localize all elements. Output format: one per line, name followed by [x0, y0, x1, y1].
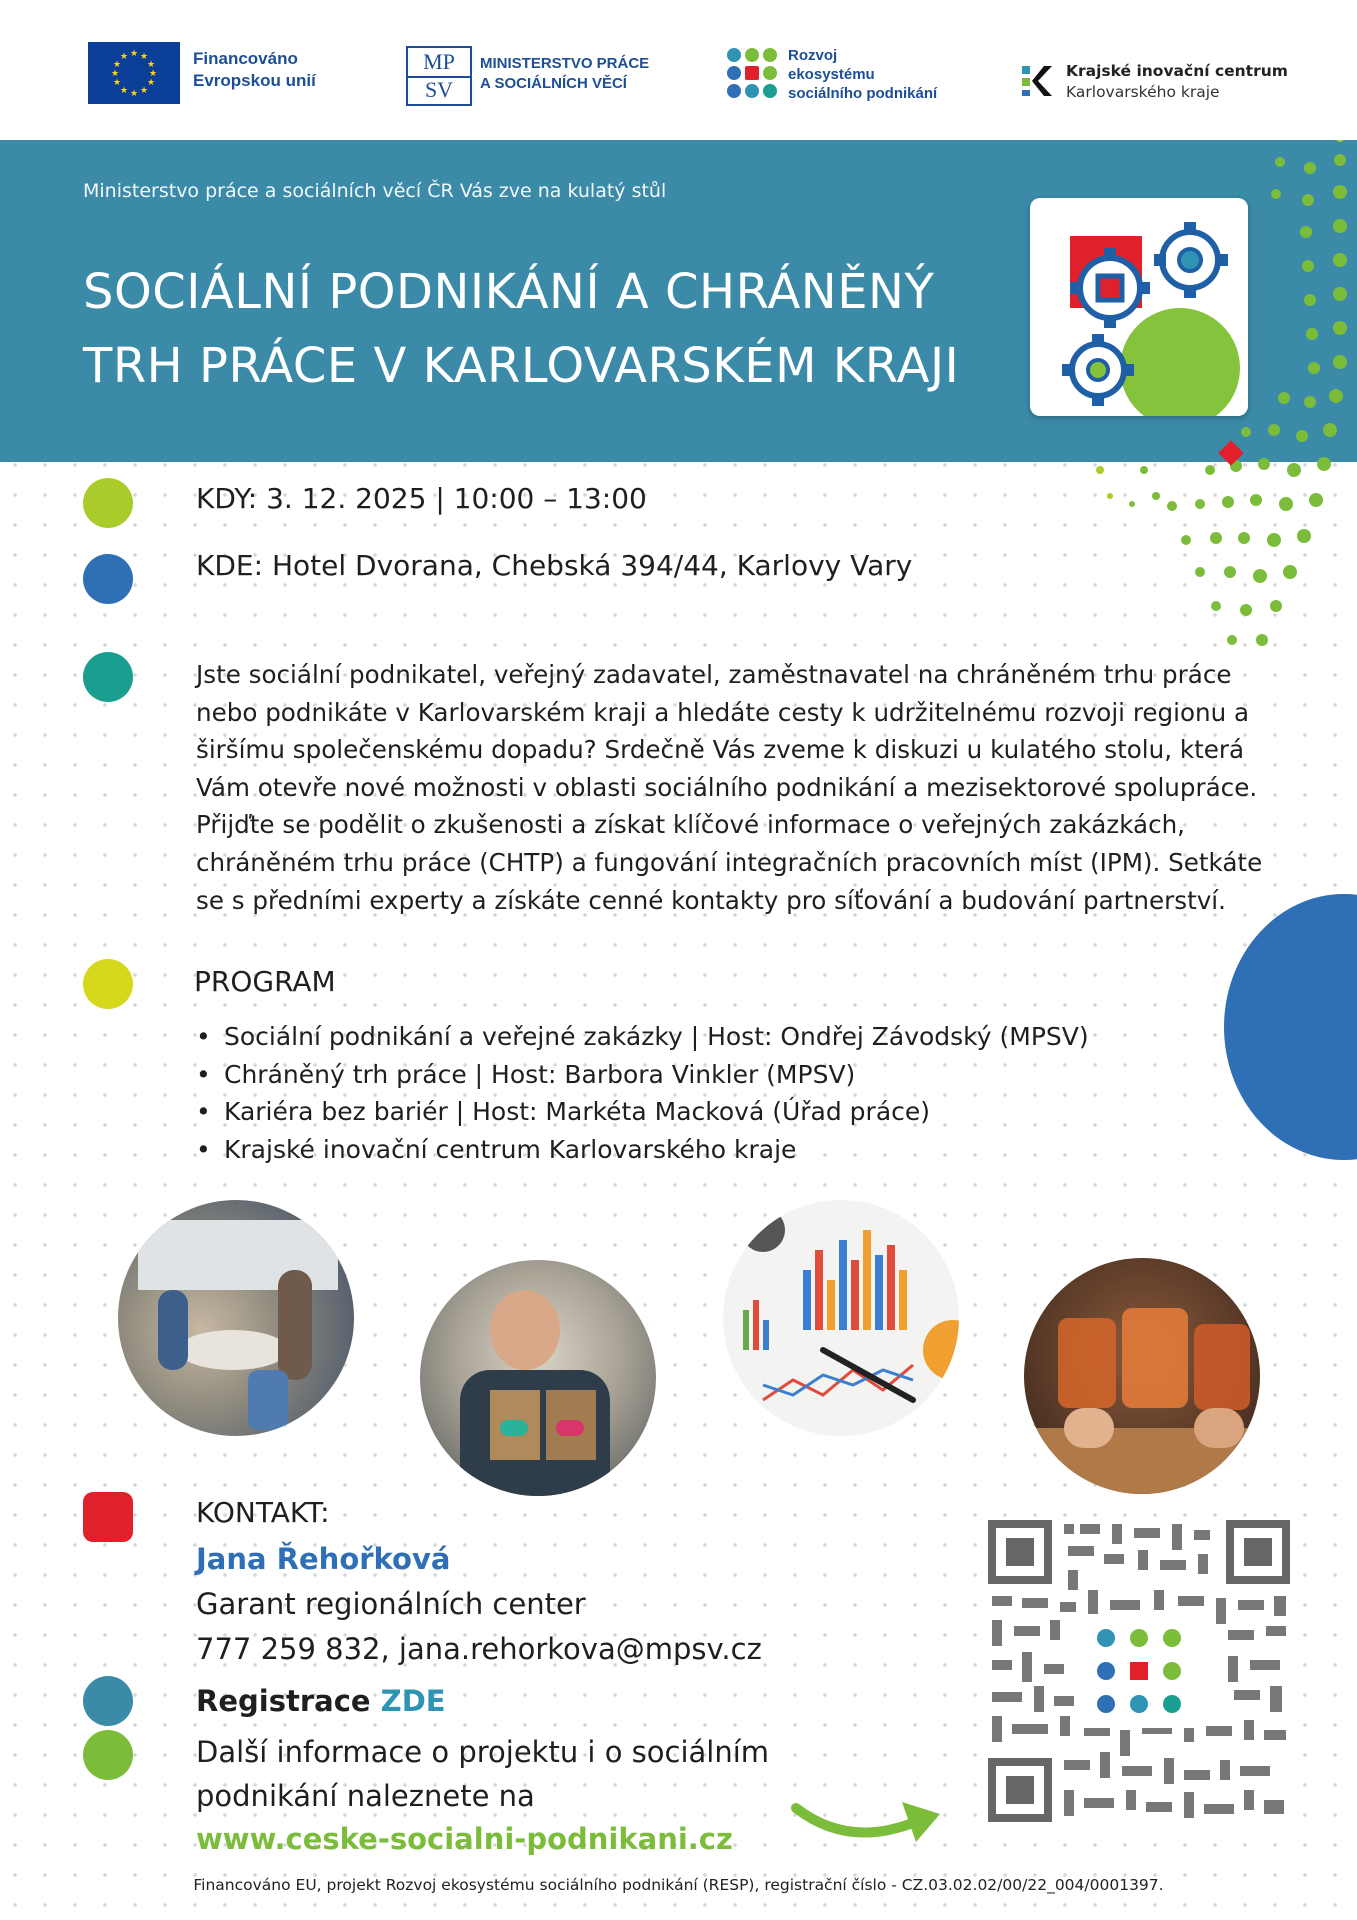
- event-where: KDE: Hotel Dvorana, Chebská 394/44, Karlovy Vary: [196, 549, 913, 582]
- more-info-line: podnikání naleznete na: [196, 1779, 535, 1813]
- eu-logo-text: [193, 48, 316, 92]
- mpsv-line-1: MINISTERSTVO PRÁCE: [480, 55, 650, 72]
- meeting-photo: [118, 1200, 354, 1436]
- intro-line: chráněném trhu práce (CHTP) a fungování integračních pracovních míst (IPM). Setkáte: [196, 847, 1263, 877]
- more-info-line: Další informace o projektu i o sociálním: [196, 1735, 770, 1769]
- footer-funding-note: Financováno EU, projekt Rozvoj ekosystému sociálního podnikání (RESP), registrační číslo - CZ.03.02.02/00/22_004/0001397.: [193, 1876, 1164, 1894]
- invitation-subtitle: Ministerstvo práce a sociálních věcí ČR Vás zve na kulatý stůl: [83, 180, 667, 202]
- more-info-text: [196, 1730, 816, 1818]
- bar-chart-illustration: [723, 1200, 959, 1436]
- page-title: [83, 255, 959, 403]
- charts-photo: [723, 1200, 959, 1436]
- eu-line-2: Evropskou unií: [193, 71, 316, 90]
- program-list: [196, 1018, 1089, 1168]
- kic-logo-text: [1066, 61, 1288, 103]
- mpsv-logo-mark: [406, 46, 472, 106]
- arrow-right-icon: [790, 1790, 950, 1850]
- intro-line: širšímu společenskému dopadu? Srdečně Vás zveme k diskuzi u kulatého stolu, která: [196, 735, 1245, 765]
- registration-line: [196, 1684, 446, 1718]
- jars-photo: [1024, 1258, 1260, 1494]
- resp-logo-text: [788, 46, 937, 103]
- logo-bar: [0, 0, 1357, 140]
- contact-phone-email[interactable]: 777 259 832, jana.rehorkova@mpsv.cz: [196, 1632, 762, 1666]
- program-item: • Krajské inovační centrum Karlovarského kraje: [196, 1131, 1089, 1169]
- program-item: • Chráněný trh práce | Host: Barbora Vinkler (MPSV): [196, 1056, 1089, 1094]
- contact-heading: KONTAKT:: [196, 1496, 330, 1529]
- intro-paragraph: [196, 656, 1321, 919]
- resp-line-3: sociálního podnikání: [788, 85, 938, 102]
- program-item: • Sociální podnikání a veřejné zakázky | Host: Ondřej Závodský (MPSV): [196, 1018, 1089, 1056]
- intro-line: Jste sociální podnikatel, veřejný zadavatel, zaměstnavatel na chráněném trhu práce: [196, 660, 1232, 689]
- website-link[interactable]: www.ceske-socialni-podnikani.cz: [196, 1822, 733, 1856]
- coffee-producer-photo: [420, 1260, 656, 1496]
- qr-code[interactable]: [988, 1520, 1290, 1822]
- mpsv-logo-text: [480, 54, 649, 94]
- intro-line: Vám otevře nové možnosti v oblasti sociálního podnikání a mezisektorové spolupráce.: [196, 772, 1258, 802]
- resp-line-2: ekosystému: [788, 66, 875, 83]
- gears-icon: [1030, 198, 1248, 416]
- resp-line-1: Rozvoj: [788, 47, 838, 64]
- contact-role: Garant regionálních center: [196, 1587, 586, 1621]
- gears-illustration: [1030, 198, 1248, 416]
- contact-name: Jana Řehořková: [196, 1542, 451, 1576]
- event-when: KDY: 3. 12. 2025 | 10:00 – 13:00: [196, 482, 647, 515]
- title-line-1: SOCIÁLNÍ PODNIKÁNÍ A CHRÁNĚNÝ: [83, 264, 935, 320]
- intro-line: nebo podnikáte v Karlovarském kraji a hledáte cesty k udržitelnému rozvoji regionu a: [196, 697, 1250, 727]
- red-bullet-square: [83, 1492, 133, 1542]
- teal-bullet-dot: [83, 1676, 133, 1726]
- kic-line-2: Karlovarského kraje: [1066, 83, 1220, 101]
- title-line-2: TRH PRÁCE V KARLOVARSKÉM KRAJI: [83, 338, 960, 394]
- resp-logo-icon: [727, 48, 781, 102]
- eu-line-1: Financováno: [193, 49, 298, 68]
- yellow-bullet-dot: [83, 959, 133, 1009]
- mpsv-mark-bottom: SV: [408, 76, 470, 102]
- program-item: • Kariéra bez bariér | Host: Markéta Macková (Úřad práce): [196, 1093, 1089, 1131]
- kic-logo-icon: [1022, 64, 1056, 98]
- teal-bullet-dot: [83, 652, 133, 702]
- mpsv-mark-top: MP: [423, 49, 455, 74]
- blue-circle-decoration: [1224, 894, 1357, 1160]
- registration-link[interactable]: ZDE: [380, 1684, 446, 1718]
- green-bullet-dot: [83, 1730, 133, 1780]
- registration-label: Registrace: [196, 1684, 371, 1718]
- intro-line: Přijďte se podělit o zkušenosti a získat klíčové informace o veřejných zakázkách,: [196, 810, 1185, 840]
- program-heading: PROGRAM: [194, 965, 336, 998]
- blue-bullet-dot: [83, 554, 133, 604]
- mpsv-line-2: A SOCIÁLNÍCH VĚCÍ: [480, 75, 627, 92]
- green-bullet-dot: [83, 478, 133, 528]
- eu-flag-icon: ★ ★ ★ ★ ★ ★ ★ ★ ★ ★ ★ ★: [88, 42, 180, 104]
- intro-line: se s předními experty a získáte cenné kontakty pro síťování a budování partnerství.: [196, 885, 1226, 915]
- kic-line-1: Krajské inovační centrum: [1066, 62, 1288, 80]
